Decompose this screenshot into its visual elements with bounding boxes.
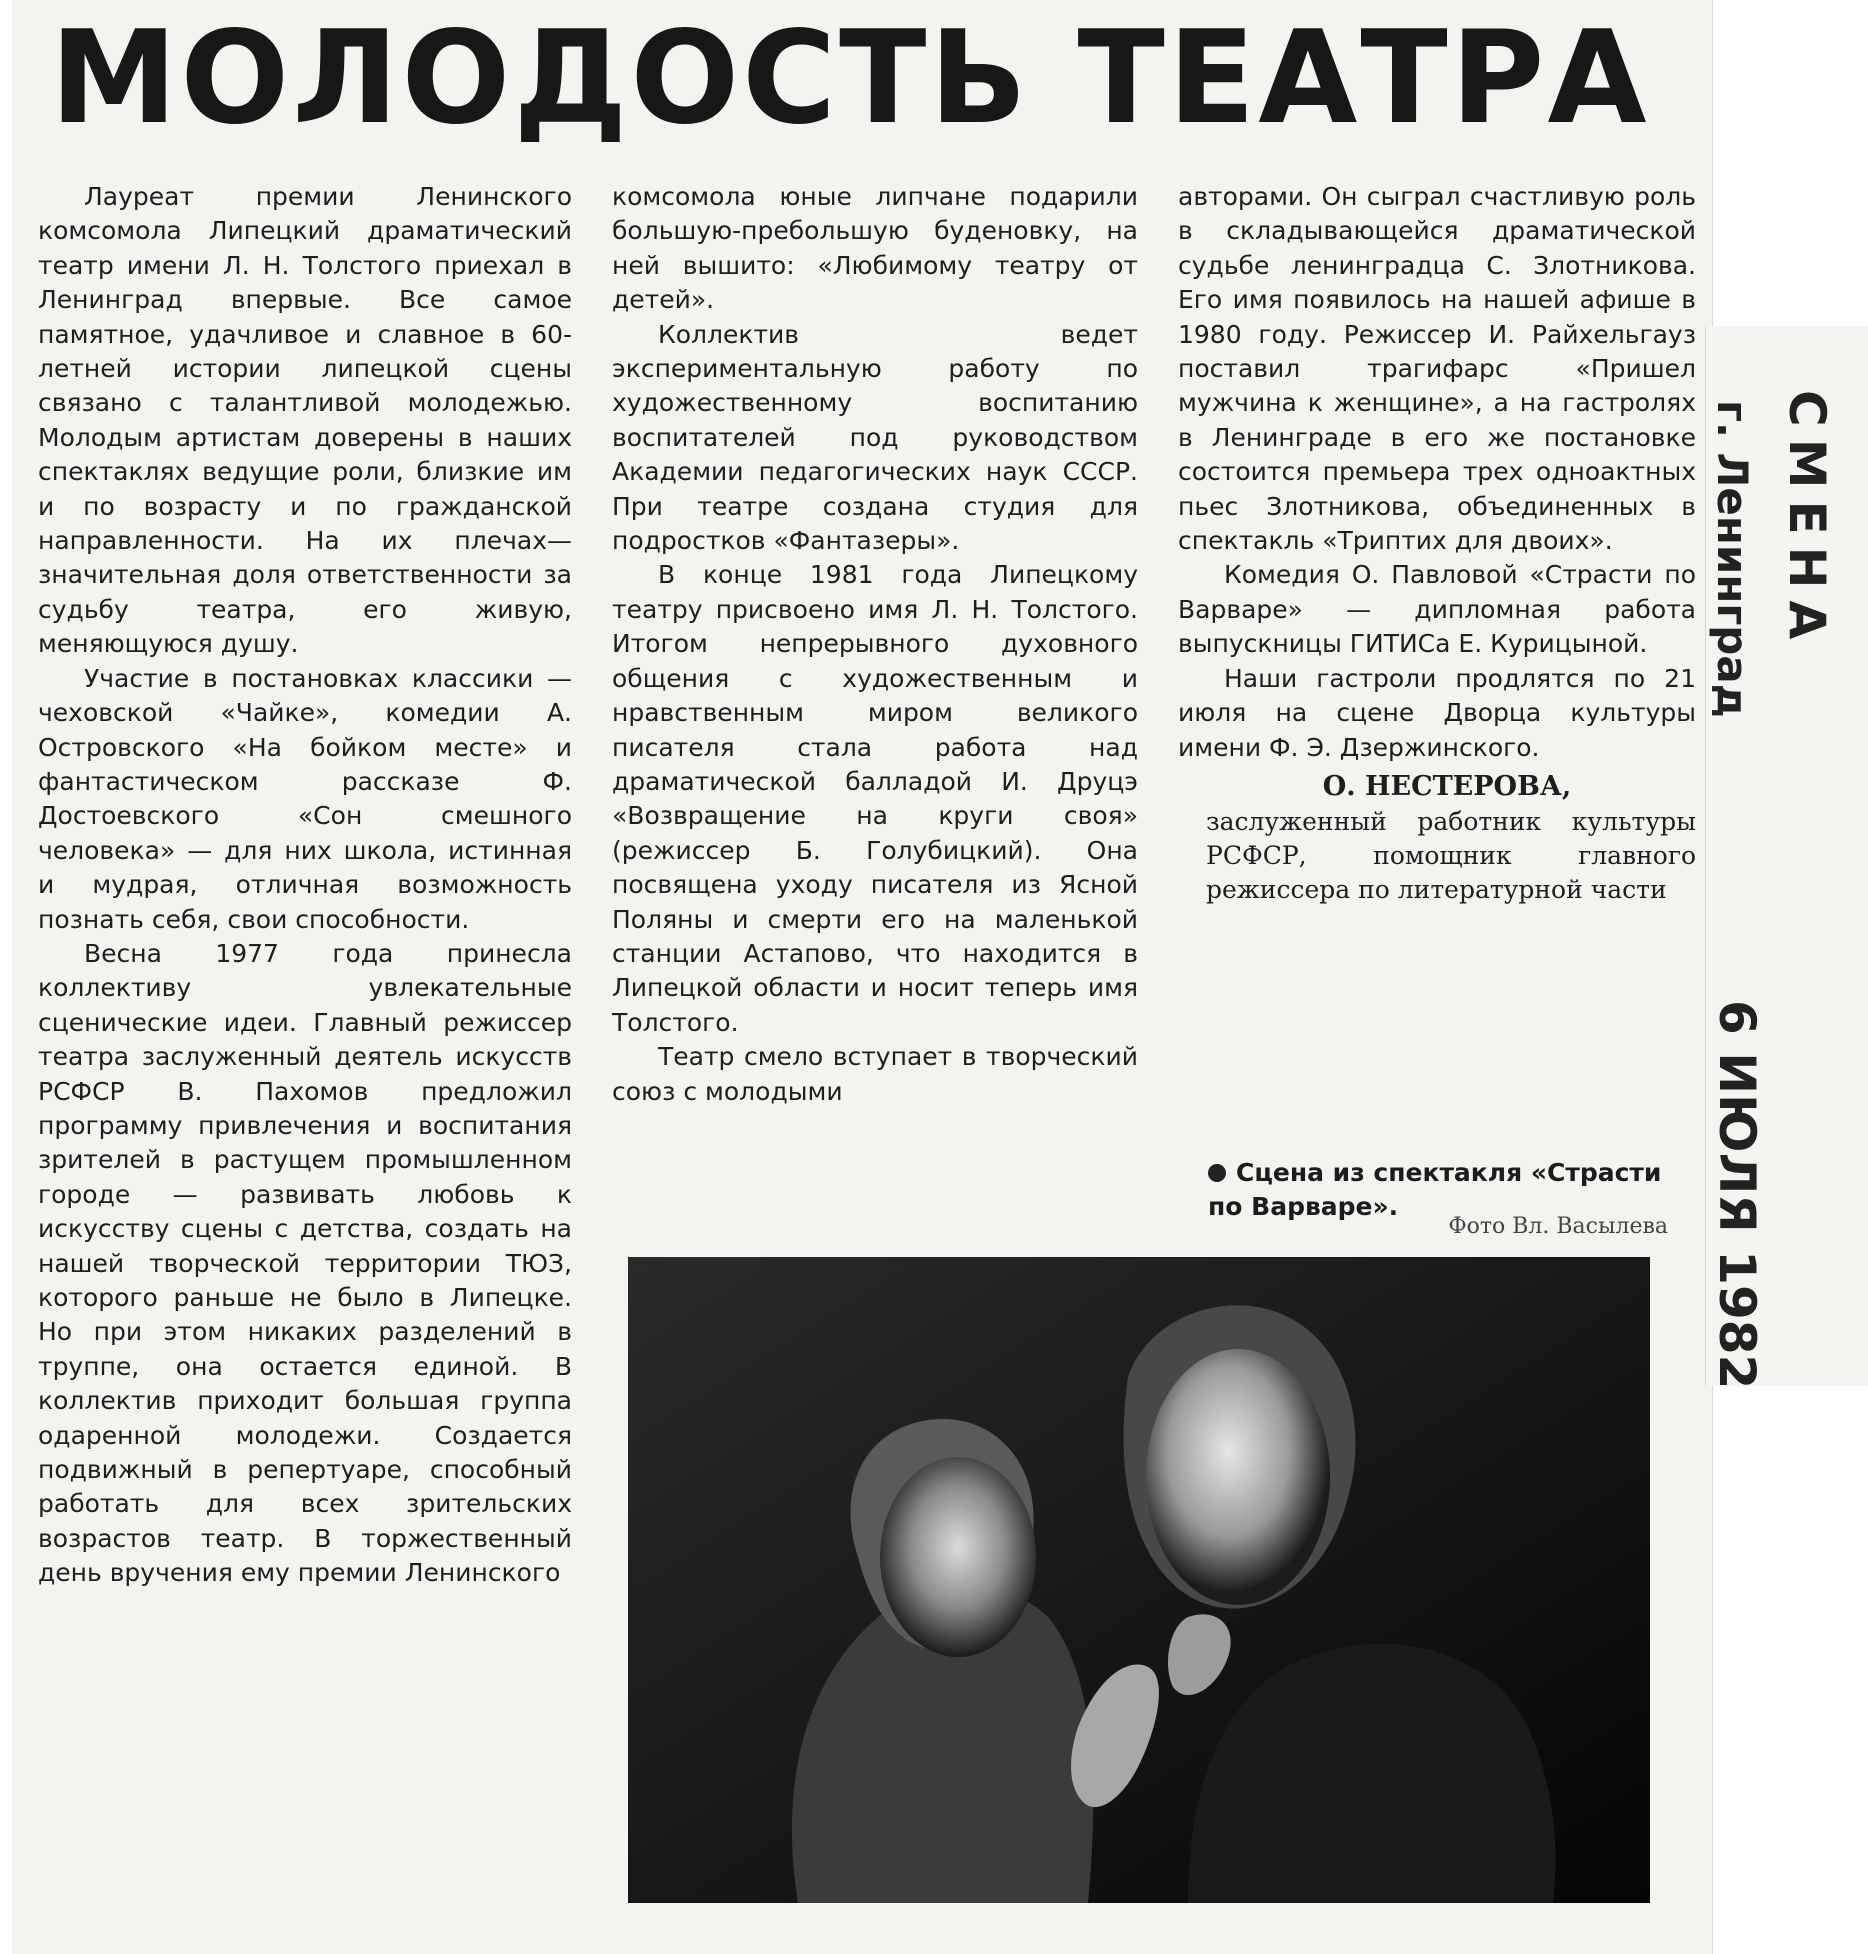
article-paragraph: Весна 1977 года принесла коллективу увлекательные сценические идеи. Главный режиссер театра заслуженный деятель искусств РСФСР В. Пахомов предложил программу привлечения и воспитания зрителей в растущем промышленном городе — развивать любовь к искусству сцены с детства, создать на нашей творческой территории ТЮЗ, которого раньше не было в Липецке. Но при этом никаких разделений в труппе, она остается единой. В коллектив приходит большая группа одаренной молодежи. Создается подвижный в репертуаре, способный работать для всех зрительских возрастов театр. В торжественный день вручения ему премии Ленинского [38, 938, 572, 1588]
article-paragraph: Наши гастроли продлятся по 21 июля на сцене Дворца культуры имени Ф. Э. Дзержинского. [1178, 663, 1696, 762]
bullet-icon [1208, 1164, 1226, 1182]
article-column-3 [1178, 180, 1696, 907]
newspaper-city: г. Ленинград [1708, 400, 1757, 718]
publication-date: 6 ИЮЛЯ 1982 [1708, 1000, 1766, 1390]
article-paragraph: В конце 1981 года Липецкому театру присвоено имя Л. Н. Толстого. Итогом непрерывного духовного общения с художественным и нравственным миром великого писателя стала работа над драматической балладой И. Друцэ «Возвращение на круги своя» (режиссер Б. Голубицкий). Она посвящена уходу писателя из Ясной Поляны и смерти его на маленькой станции Астапово, что находится в Липецкой области и носит теперь имя Толстого. [612, 560, 1138, 1037]
article-column-2 [612, 180, 1138, 1109]
author-role: заслуженный работник культуры РСФСР, помощник главного режиссера по литературной части [1206, 806, 1696, 904]
article-paragraph: Комедия О. Павловой «Страсти по Варваре» — дипломная работа выпускницы ГИТИСа Е. Курицыной. [1178, 560, 1696, 659]
photo-caption-text: Сцена из спектакля «Страсти по Варваре». [1208, 1158, 1662, 1221]
newspaper-masthead: СМЕНА [1778, 390, 1836, 652]
article-paragraph: авторами. Он сыграл счастливую роль в складывающейся драматической судьбе ленинградца С. Злотникова. Его имя появилось на нашей афише в 1980 году. Режиссер И. Райхельгауз поставил трагифарс «Пришел мужчина к женщине», а на гастролях в Ленинграде в его же постановке состоится премьера трех одноактных пьес Злотникова, объединенных в спектакль «Триптих для двоих». [1178, 182, 1696, 556]
scene-photo [628, 1257, 1650, 1903]
author-name: О. НЕСТЕРОВА, [1322, 770, 1572, 802]
article-paragraph: Участие в постановках классики — чеховской «Чайке», комедии А. Островского «На бойком месте» и фантастическом рассказе Ф. Достоевского «Сон смешного человека» — для них школа, истинная и мудрая, отличная возможность познать себя, свои способности. [38, 663, 572, 934]
photo-credit: Фото Вл. Васылева [1448, 1214, 1668, 1239]
article-paragraph: комсомола юные липчане подарили большую-пребольшую буденовку, на ней вышито: «Любимому театру от детей». [612, 182, 1138, 315]
article-paragraph: Лауреат премии Ленинского комсомола Липецкий драматический театр имени Л. Н. Толстого приехал в Ленинград впервые. Все самое памятное, удачливое и славное в 60-летней истории липецкой сцены связано с талантливой молодежью. Молодым артистам доверены в наших спектаклях ведущие роли, близкие им и по возрасту и по гражданской направленности. На их плечах—значительная доля ответственности за судьбу театра, его живую, меняющуюся душу. [38, 182, 572, 659]
article-paragraph: Театр смело вступает в творческий союз с молодыми [612, 1042, 1138, 1106]
author-signature [1178, 769, 1696, 907]
article-paragraph: Коллектив ведет экспериментальную работу по художественному воспитанию воспитателей под руководством Академии педагогических наук СССР. При театре создана студия для подростков «Фантазеры». [612, 319, 1138, 556]
article-headline: МОЛОДОСТЬ ТЕАТРА [50, 4, 1650, 153]
article-column-1 [38, 180, 572, 1591]
